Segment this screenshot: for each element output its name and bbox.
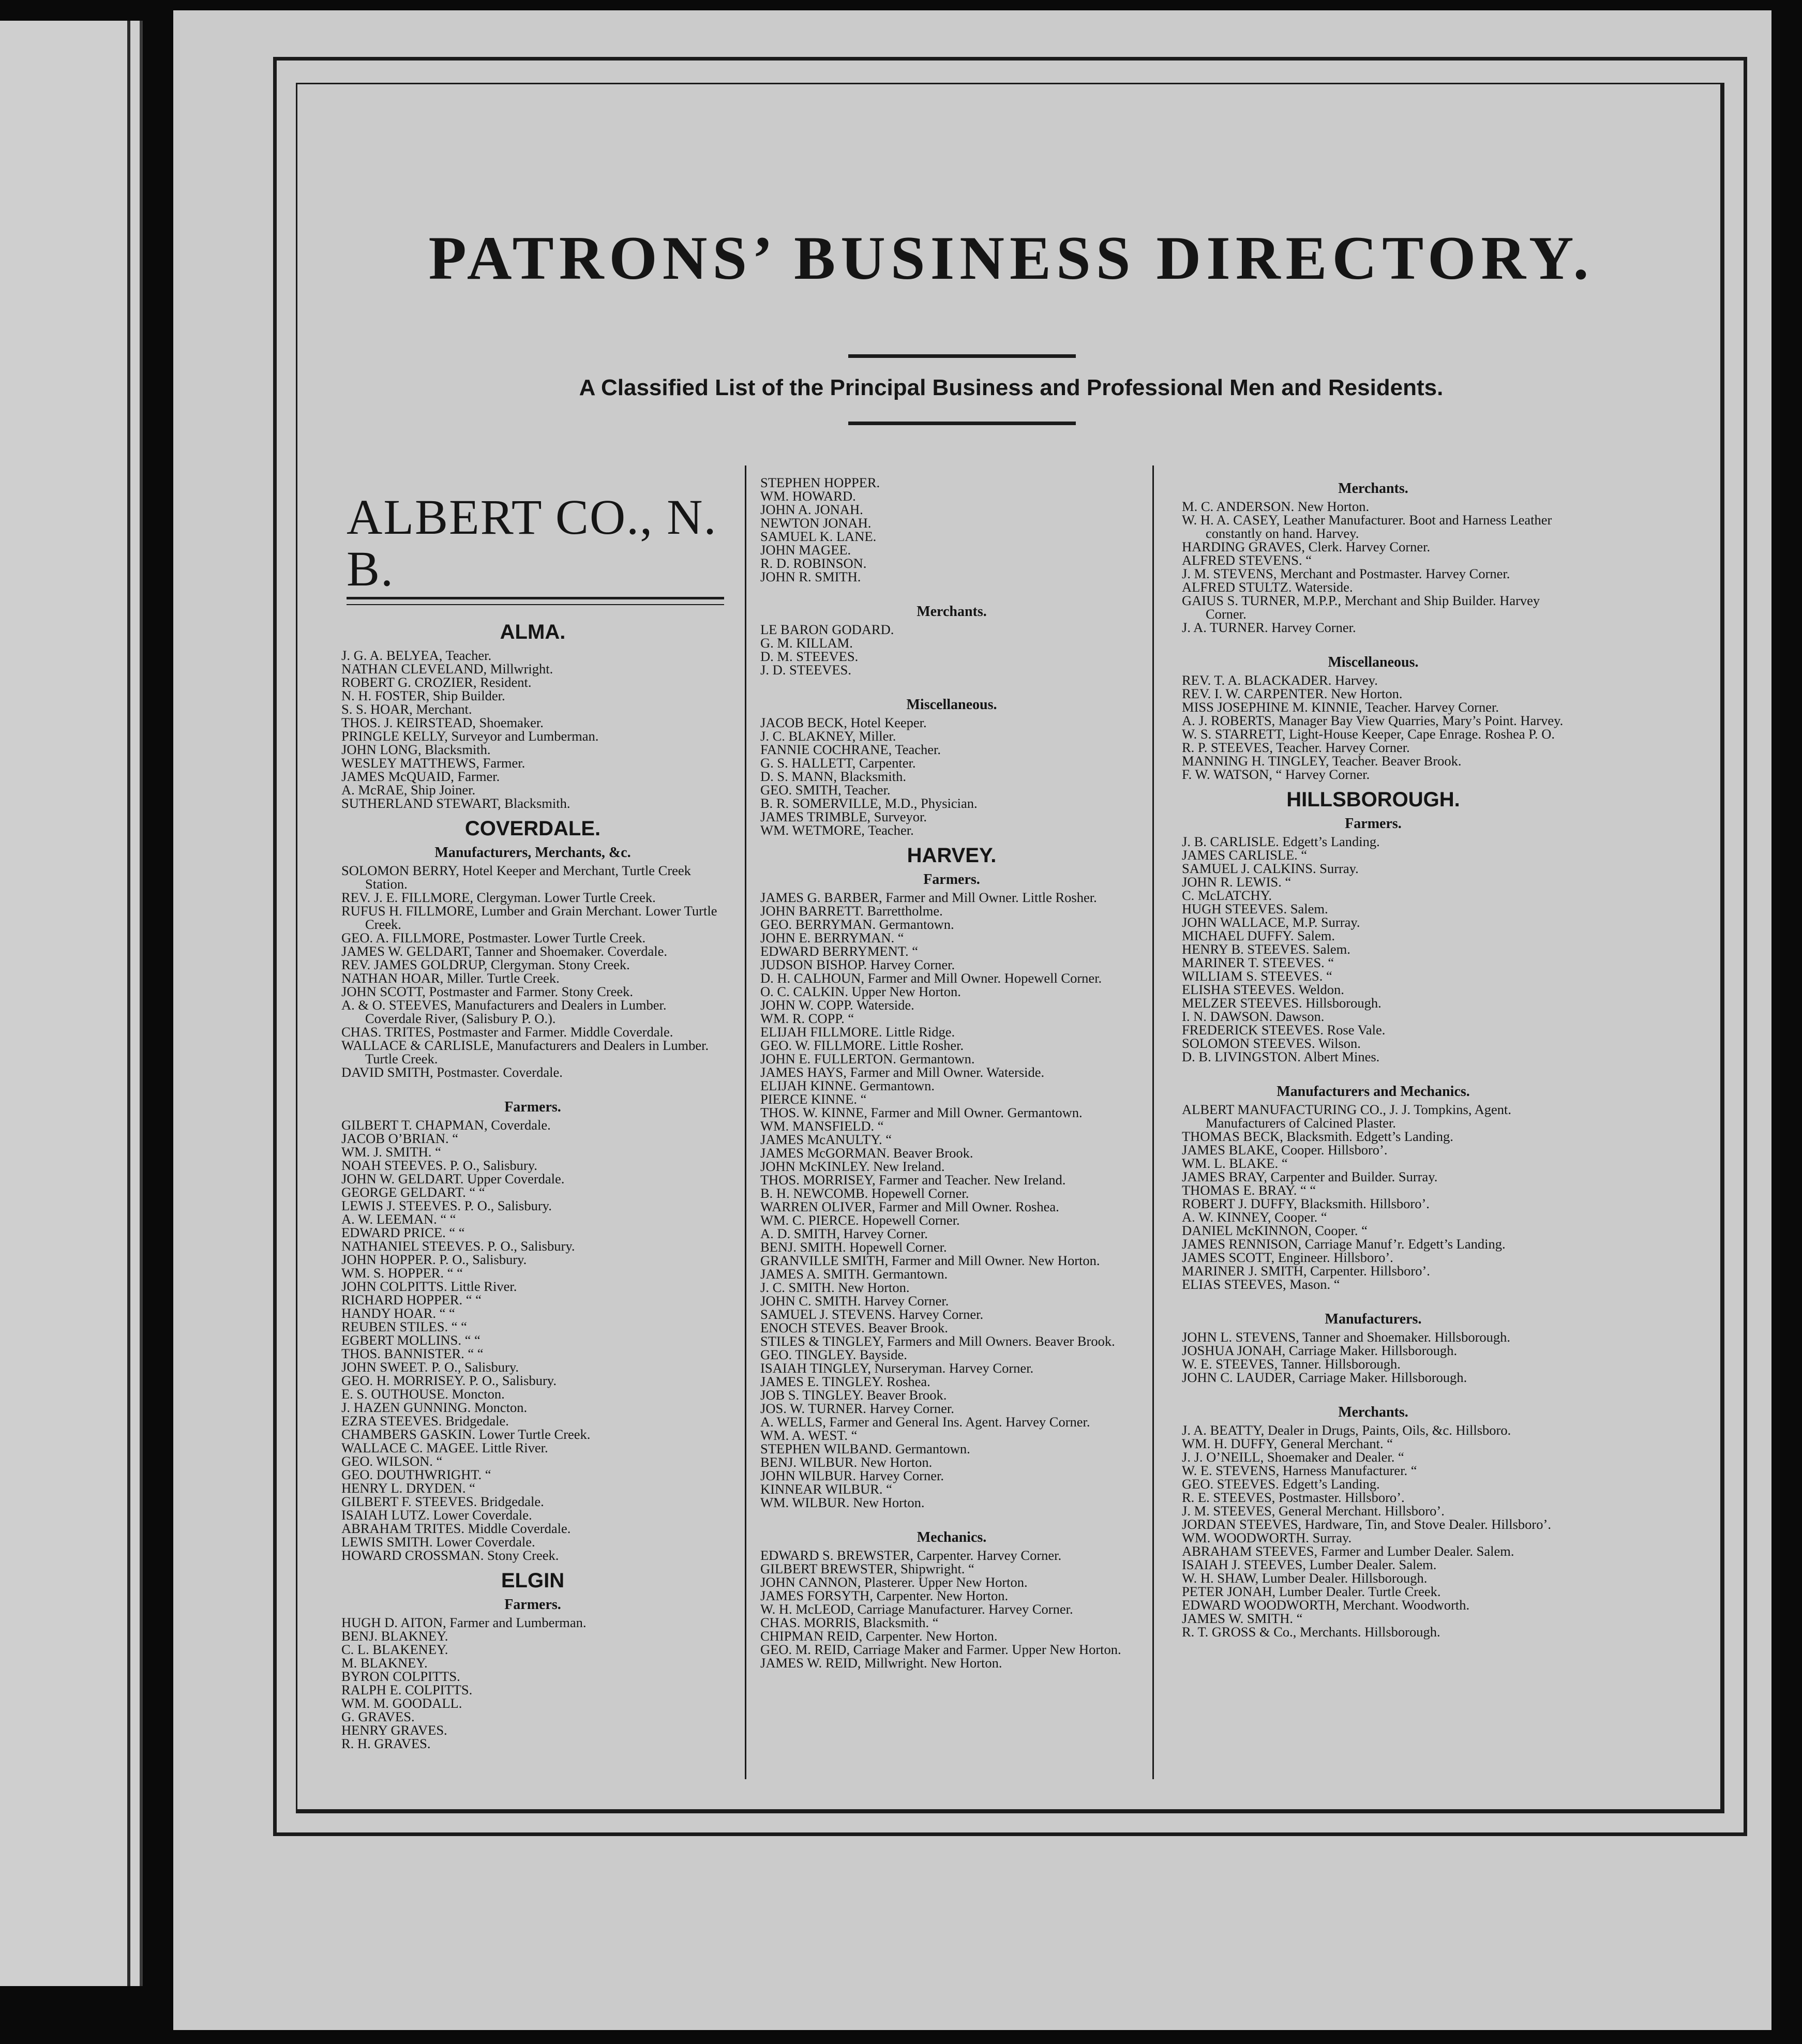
directory-entry: ENOCH STEVES. Beaver Brook. — [760, 1320, 948, 1335]
directory-entry: JOHN C. SMITH. Harvey Corner. — [760, 1293, 949, 1309]
directory-entry: JAMES W. GELDART, Tanner and Shoemaker. Coverdale. — [341, 943, 667, 959]
directory-entry: JOHN E. BERRYMAN. “ — [760, 930, 904, 945]
directory-entry: MANNING H. TINGLEY, Teacher. Beaver Brook. — [1182, 753, 1462, 769]
directory-column-2 — [760, 476, 1143, 1670]
directory-entry: BYRON COLPITTS. — [341, 1669, 460, 1684]
directory-entry: E. S. OUTHOUSE. Moncton. — [341, 1386, 505, 1402]
directory-entry: THOMAS BECK, Blacksmith. Edgett’s Landing. — [1182, 1129, 1453, 1144]
directory-entry: REV. T. A. BLACKADER. Harvey. — [1182, 672, 1378, 688]
directory-entry: JAMES CARLISLE. “ — [1182, 847, 1308, 863]
directory-entry: EZRA STEEVES. Bridgedale. — [341, 1413, 509, 1429]
directory-entry: MELZER STEEVES. Hillsborough. — [1182, 995, 1381, 1011]
directory-entry: JOHN E. FULLERTON. Germantown. — [760, 1051, 975, 1066]
category-heading: Merchants. — [1338, 1404, 1408, 1420]
directory-entry: JAMES BRAY, Carpenter and Builder. Surray. — [1182, 1169, 1438, 1184]
directory-entry: JOHN HOPPER. P. O., Salisbury. — [341, 1252, 527, 1267]
category-heading: Mechanics. — [917, 1529, 987, 1545]
county-rule — [347, 597, 724, 605]
title-rule-top — [848, 354, 1076, 358]
directory-entry: HENRY GRAVES. — [341, 1722, 447, 1738]
directory-entry: JOHN WILBUR. Harvey Corner. — [760, 1468, 944, 1483]
category-heading: Miscellaneous. — [1328, 654, 1419, 670]
directory-entry: W. H. A. CASEY, Leather Manufacturer. Boot and Harness Leather constantly on hand. Harvey. — [1182, 512, 1552, 541]
directory-entry: J. G. A. BELYEA, Teacher. — [341, 648, 492, 663]
directory-entry: GEO. TINGLEY. Bayside. — [760, 1347, 907, 1362]
directory-entry: R. H. GRAVES. — [341, 1736, 431, 1751]
category-heading: Manufacturers, Merchants, &c. — [434, 845, 631, 861]
directory-entry: R. E. STEEVES, Postmaster. Hillsboro’. — [1182, 1490, 1405, 1505]
directory-entry: JACOB BECK, Hotel Keeper. — [760, 715, 927, 730]
directory-entry: WM. H. DUFFY, General Merchant. “ — [1182, 1436, 1393, 1451]
directory-entry: STEPHEN WILBAND. Germantown. — [760, 1441, 970, 1456]
town-heading: HARVEY. — [907, 844, 997, 867]
directory-entry: JORDAN STEEVES, Hardware, Tin, and Stove Dealer. Hillsboro’. — [1182, 1516, 1551, 1532]
directory-entry: STILES & TINGLEY, Farmers and Mill Owners. Beaver Brook. — [760, 1333, 1115, 1349]
directory-entry: WARREN OLIVER, Farmer and Mill Owner. Roshea. — [760, 1199, 1059, 1214]
directory-entry: HARDING GRAVES, Clerk. Harvey Corner. — [1182, 539, 1431, 554]
directory-entry: GRANVILLE SMITH, Farmer and Mill Owner. New Horton. — [760, 1253, 1100, 1268]
directory-entry: RALPH E. COLPITTS. — [341, 1682, 473, 1697]
directory-entry: NEWTON JONAH. — [760, 515, 872, 531]
directory-entry: JOHN COLPITTS. Little River. — [341, 1279, 517, 1294]
directory-entry: JOHN McKINLEY. New Ireland. — [760, 1159, 945, 1174]
directory-entry: JAMES W. SMITH. “ — [1182, 1611, 1303, 1626]
directory-entry: W. H. McLEOD, Carriage Manufacturer. Harvey Corner. — [760, 1601, 1073, 1617]
directory-entry: G. GRAVES. — [341, 1709, 415, 1724]
directory-entry: A. W. KINNEY, Cooper. “ — [1182, 1209, 1327, 1225]
adjacent-page-edge — [0, 21, 143, 1986]
directory-entry: WM. M. GOODALL. — [341, 1695, 462, 1711]
directory-entry: R. P. STEEVES, Teacher. Harvey Corner. — [1182, 740, 1410, 755]
directory-entry: EDWARD S. BREWSTER, Carpenter. Harvey Corner. — [760, 1547, 1062, 1563]
category-heading: Manufacturers and Mechanics. — [1277, 1084, 1470, 1100]
category-heading: Farmers. — [1345, 816, 1402, 832]
section-gap — [1182, 1063, 1565, 1079]
directory-entry: JAMES RENNISON, Carriage Manuf’r. Edgett’s Landing. — [1182, 1236, 1506, 1252]
directory-entry: ABRAHAM STEEVES, Farmer and Lumber Dealer. Salem. — [1182, 1543, 1514, 1559]
directory-entry: BENJ. SMITH. Hopewell Corner. — [760, 1239, 947, 1255]
directory-entry: MARINER J. SMITH, Carpenter. Hillsboro’. — [1182, 1263, 1430, 1279]
category-heading: Farmers. — [504, 1099, 561, 1115]
column-divider-2 — [1152, 465, 1154, 1779]
directory-entry: GAIUS S. TURNER, M.P.P., Merchant and Ship Builder. Harvey Corner. — [1182, 593, 1540, 622]
directory-entry: M. C. ANDERSON. New Horton. — [1182, 499, 1370, 514]
directory-entry: D. H. CALHOUN, Farmer and Mill Owner. Hopewell Corner. — [760, 970, 1102, 986]
directory-entry: CHAS. MORRIS, Blacksmith. “ — [760, 1615, 939, 1630]
directory-entry: D. M. STEEVES. — [760, 649, 859, 664]
category-heading: Farmers. — [504, 1597, 561, 1613]
directory-entry: GEO. BERRYMAN. Germantown. — [760, 916, 954, 932]
directory-entry: LEWIS SMITH. Lower Coverdale. — [341, 1534, 535, 1550]
directory-entry: J. C. SMITH. New Horton. — [760, 1280, 910, 1295]
directory-entry: WILLIAM S. STEEVES. “ — [1182, 968, 1332, 984]
directory-entry: CHIPMAN REID, Carpenter. New Horton. — [760, 1628, 998, 1644]
directory-entry: J. HAZEN GUNNING. Moncton. — [341, 1400, 528, 1415]
directory-entry: THOS. J. KEIRSTEAD, Shoemaker. — [341, 715, 544, 730]
directory-entry: WM. A. WEST. “ — [760, 1427, 858, 1443]
directory-entry: ISAIAH J. STEEVES, Lumber Dealer. Salem. — [1182, 1557, 1437, 1572]
directory-entry: KINNEAR WILBUR. “ — [760, 1481, 892, 1497]
town-heading: ALMA. — [500, 621, 566, 643]
directory-entry: I. N. DAWSON. Dawson. — [1182, 1009, 1325, 1024]
directory-entry: THOS. W. KINNE, Farmer and Mill Owner. Germantown. — [760, 1105, 1083, 1120]
directory-entry: WALLACE & CARLISLE, Manufacturers and Dealers in Lumber. Turtle Creek. — [341, 1038, 709, 1066]
section-gap — [760, 677, 1143, 692]
directory-entry: ELIJAH KINNE. Germantown. — [760, 1078, 935, 1093]
directory-entry: JAMES McQUAID, Farmer. — [341, 769, 500, 784]
directory-entry: JOHN SWEET. P. O., Salisbury. — [341, 1359, 519, 1375]
directory-entry: EGBERT MOLLINS. “ “ — [341, 1332, 480, 1348]
category-heading: Merchants. — [917, 604, 987, 620]
directory-entry: NATHANIEL STEEVES. P. O., Salisbury. — [341, 1238, 575, 1254]
directory-entry: NOAH STEEVES. P. O., Salisbury. — [341, 1158, 537, 1173]
county-heading: ALBERT CO., N. B. — [347, 489, 717, 596]
directory-entry: BENJ. BLAKNEY. — [341, 1628, 448, 1644]
directory-entry: WM. C. PIERCE. Hopewell Corner. — [760, 1212, 960, 1228]
directory-entry: GEORGE GELDART. “ “ — [341, 1184, 485, 1200]
town-heading: ELGIN — [501, 1569, 565, 1592]
directory-entry: JAMES E. TINGLEY. Roshea. — [760, 1374, 930, 1389]
directory-entry: WM. WOODWORTH. Surray. — [1182, 1530, 1352, 1545]
directory-entry: WM. HOWARD. — [760, 488, 856, 504]
directory-entry: JOHN R. SMITH. — [760, 569, 861, 584]
directory-entry: MISS JOSEPHINE M. KINNIE, Teacher. Harvey Corner. — [1182, 699, 1499, 715]
directory-entry: A. J. ROBERTS, Manager Bay View Quarries, Mary’s Point. Harvey. — [1182, 713, 1564, 728]
directory-entry: WALLACE C. MAGEE. Little River. — [341, 1440, 548, 1455]
category-heading: Manufacturers. — [1325, 1311, 1422, 1327]
directory-entry: SOLOMON STEEVES. Wilson. — [1182, 1035, 1361, 1051]
directory-entry: GILBERT T. CHAPMAN, Coverdale. — [341, 1117, 551, 1133]
directory-entry: W. E. STEVENS, Harness Manufacturer. “ — [1182, 1463, 1417, 1478]
section-gap — [341, 1079, 724, 1094]
category-heading: Merchants. — [1338, 480, 1408, 497]
directory-entry: A. & O. STEEVES, Manufacturers and Dealers in Lumber. Coverdale River, (Salisbury P. O.). — [341, 997, 667, 1026]
directory-entry: NATHAN HOAR, Miller. Turtle Creek. — [341, 970, 560, 986]
directory-entry: EDWARD WOODWORTH, Merchant. Woodworth. — [1182, 1597, 1470, 1613]
section-gap — [1182, 634, 1565, 650]
directory-entry: J. A. BEATTY, Dealer in Drugs, Paints, Oils, &c. Hillsboro. — [1182, 1422, 1511, 1438]
directory-entry: ALFRED STEVENS. “ — [1182, 552, 1312, 568]
directory-entry: THOS. MORRISEY, Farmer and Teacher. New Ireland. — [760, 1172, 1066, 1188]
directory-entry: ISAIAH TINGLEY, Nurseryman. Harvey Corner. — [760, 1360, 1034, 1376]
category-heading: Miscellaneous. — [906, 697, 997, 713]
directory-entry: JOHN L. STEVENS, Tanner and Shoemaker. Hillsborough. — [1182, 1329, 1511, 1345]
directory-entry: WM. WILBUR. New Horton. — [760, 1495, 925, 1510]
directory-entry: LE BARON GODARD. — [760, 622, 894, 637]
directory-entry: CHAMBERS GASKIN. Lower Turtle Creek. — [341, 1426, 591, 1442]
directory-entry: GILBERT F. STEEVES. Bridgedale. — [341, 1494, 544, 1509]
directory-entry: PETER JONAH, Lumber Dealer. Turtle Creek. — [1182, 1584, 1441, 1599]
directory-entry: REUBEN STILES. “ “ — [341, 1319, 467, 1334]
directory-entry: J. D. STEEVES. — [760, 662, 851, 678]
directory-entry: GEO. SMITH, Teacher. — [760, 782, 891, 798]
section-gap — [760, 1509, 1143, 1525]
directory-entry: MARINER T. STEEVES. “ — [1182, 955, 1334, 970]
directory-entry: GEO. DOUTHWRIGHT. “ — [341, 1467, 491, 1482]
directory-entry: CHAS. TRITES, Postmaster and Farmer. Middle Coverdale. — [341, 1024, 673, 1040]
town-heading: HILLSBOROUGH. — [1286, 788, 1460, 811]
directory-column-3 — [1182, 476, 1565, 1639]
directory-entry: JOHN W. COPP. Waterside. — [760, 997, 914, 1013]
directory-entry: ALBERT MANUFACTURING CO., J. J. Tompkins, Agent. Manufacturers of Calcined Plaster. — [1182, 1102, 1512, 1131]
directory-entry: JOHN LONG, Blacksmith. — [341, 742, 491, 757]
directory-entry: FREDERICK STEEVES. Rose Vale. — [1182, 1022, 1386, 1038]
directory-entry: JOB S. TINGLEY. Beaver Brook. — [760, 1387, 947, 1403]
directory-entry: REV. J. E. FILLMORE, Clergyman. Lower Turtle Creek. — [341, 890, 656, 905]
directory-entry: C. McLATCHY. — [1182, 888, 1272, 903]
directory-entry: B. R. SOMERVILLE, M.D., Physician. — [760, 795, 978, 811]
directory-entry: JOHN WALLACE, M.P. Surray. — [1182, 914, 1360, 930]
directory-entry: JOHN MAGEE. — [760, 542, 851, 558]
directory-entry: WM. S. HOPPER. “ “ — [341, 1265, 463, 1281]
directory-entry: WM. WETMORE, Teacher. — [760, 822, 914, 838]
directory-entry: SAMUEL J. CALKINS. Surray. — [1182, 861, 1359, 876]
directory-entry: STEPHEN HOPPER. — [760, 475, 880, 490]
directory-entry: JAMES W. REID, Millwright. New Horton. — [760, 1655, 1002, 1671]
directory-entry: J. M. STEVENS, Merchant and Postmaster. Harvey Corner. — [1182, 566, 1510, 581]
directory-entry: J. C. BLAKNEY, Miller. — [760, 728, 896, 744]
directory-entry: GEO. W. FILLMORE. Little Rosher. — [760, 1038, 964, 1053]
page-subtitle: A Classified List of the Principal Business and Professional Men and Residents. — [579, 375, 1444, 400]
directory-entry: W. H. SHAW, Lumber Dealer. Hillsborough. — [1182, 1570, 1428, 1586]
directory-entry: GEO. STEEVES. Edgett’s Landing. — [1182, 1476, 1380, 1492]
directory-entry: MICHAEL DUFFY. Salem. — [1182, 928, 1335, 943]
directory-entry: J. J. O’NEILL, Shoemaker and Dealer. “ — [1182, 1449, 1404, 1465]
directory-entry: HUGH STEEVES. Salem. — [1182, 901, 1328, 916]
directory-entry: WESLEY MATTHEWS, Farmer. — [341, 755, 525, 771]
directory-entry: JACOB O’BRIAN. “ — [341, 1131, 458, 1146]
directory-entry: JAMES SCOTT, Engineer. Hillsboro’. — [1182, 1250, 1393, 1265]
directory-entry: ABRAHAM TRITES. Middle Coverdale. — [341, 1521, 571, 1536]
directory-entry: A. McRAE, Ship Joiner. — [341, 782, 476, 798]
directory-entry: B. H. NEWCOMB. Hopewell Corner. — [760, 1185, 969, 1201]
directory-entry: JAMES HAYS, Farmer and Mill Owner. Waterside. — [760, 1064, 1045, 1080]
directory-entry: SOLOMON BERRY, Hotel Keeper and Merchant, Turtle Creek Station. — [341, 863, 691, 892]
directory-entry: HENRY B. STEEVES. Salem. — [1182, 941, 1350, 957]
directory-entry: PIERCE KINNE. “ — [760, 1091, 867, 1107]
directory-entry: GEO. H. MORRISEY. P. O., Salisbury. — [341, 1373, 557, 1388]
directory-entry: WM. J. SMITH. “ — [341, 1144, 441, 1160]
directory-entry: D. B. LIVINGSTON. Albert Mines. — [1182, 1049, 1380, 1064]
directory-entry: J. M. STEEVES, General Merchant. Hillsboro’. — [1182, 1503, 1445, 1519]
directory-entry: S. S. HOAR, Merchant. — [341, 701, 472, 717]
directory-entry: FANNIE COCHRANE, Teacher. — [760, 742, 941, 757]
directory-entry: HUGH D. AITON, Farmer and Lumberman. — [341, 1615, 587, 1630]
directory-entry: SUTHERLAND STEWART, Blacksmith. — [341, 795, 570, 811]
directory-entry: R. T. GROSS & Co., Merchants. Hillsborough. — [1182, 1624, 1440, 1640]
section-gap — [1182, 1384, 1565, 1400]
section-gap — [760, 583, 1143, 599]
directory-entry: JOHN R. LEWIS. “ — [1182, 874, 1292, 890]
directory-entry: A. WELLS, Farmer and General Ins. Agent. Harvey Corner. — [760, 1414, 1090, 1430]
directory-entry: N. H. FOSTER, Ship Builder. — [341, 688, 505, 703]
directory-entry: ROBERT G. CROZIER, Resident. — [341, 674, 532, 690]
directory-entry: ELIAS STEEVES, Mason. “ — [1182, 1276, 1340, 1292]
directory-entry: JUDSON BISHOP. Harvey Corner. — [760, 957, 955, 972]
directory-entry: EDWARD PRICE. “ “ — [341, 1225, 465, 1240]
directory-entry: ELISHA STEEVES. Weldon. — [1182, 982, 1344, 997]
directory-entry: JOHN CANNON, Plasterer. Upper New Horton. — [760, 1574, 1028, 1590]
directory-entry: REV. I. W. CARPENTER. New Horton. — [1182, 686, 1403, 701]
directory-entry: J. B. CARLISLE. Edgett’s Landing. — [1182, 834, 1380, 849]
column-divider-1 — [745, 465, 746, 1779]
category-heading: Farmers. — [923, 871, 980, 888]
directory-entry: JAMES TRIMBLE, Surveyor. — [760, 809, 927, 824]
page-title: PATRONS’ BUSINESS DIRECTORY. — [428, 223, 1594, 292]
directory-entry: JAMES McANULTY. “ — [760, 1132, 892, 1147]
directory-entry: WM. L. BLAKE. “ — [1182, 1155, 1288, 1171]
directory-entry: WM. R. COPP. “ — [760, 1011, 854, 1026]
directory-entry: DANIEL McKINNON, Cooper. “ — [1182, 1223, 1368, 1238]
directory-entry: G. S. HALLETT, Carpenter. — [760, 755, 916, 771]
directory-entry: HENRY L. DRYDEN. “ — [341, 1480, 475, 1496]
directory-entry: JOHN A. JONAH. — [760, 502, 863, 517]
directory-entry: SAMUEL K. LANE. — [760, 529, 877, 544]
directory-entry: JAMES McGORMAN. Beaver Brook. — [760, 1145, 973, 1161]
directory-entry: ELIJAH FILLMORE. Little Ridge. — [760, 1024, 955, 1040]
directory-entry: JAMES FORSYTH, Carpenter. New Horton. — [760, 1588, 1009, 1603]
directory-entry: THOS. BANNISTER. “ “ — [341, 1346, 484, 1361]
directory-entry: A. W. LEEMAN. “ “ — [341, 1211, 456, 1227]
directory-entry: G. M. KILLAM. — [760, 635, 853, 651]
directory-entry: GEO. WILSON. “ — [341, 1453, 443, 1469]
directory-entry: ISAIAH LUTZ. Lower Coverdale. — [341, 1507, 532, 1523]
title-rule-bottom — [848, 422, 1076, 425]
directory-entry: GEO. M. REID, Carriage Maker and Farmer. Upper New Horton. — [760, 1642, 1121, 1657]
directory-entry: PRINGLE KELLY, Surveyor and Lumberman. — [341, 728, 599, 744]
directory-entry: RUFUS H. FILLMORE, Lumber and Grain Merchant. Lower Turtle Creek. — [341, 903, 717, 932]
directory-entry: JOHN W. GELDART. Upper Coverdale. — [341, 1171, 565, 1186]
directory-entry: R. D. ROBINSON. — [760, 555, 867, 571]
directory-entry: C. L. BLAKENEY. — [341, 1642, 448, 1657]
directory-entry: O. C. CALKIN. Upper New Horton. — [760, 984, 961, 999]
directory-entry: JOHN SCOTT, Postmaster and Farmer. Stony Creek. — [341, 984, 634, 999]
directory-entry: ROBERT J. DUFFY, Blacksmith. Hillsboro’. — [1182, 1196, 1430, 1211]
directory-entry: HOWARD CROSSMAN. Stony Creek. — [341, 1547, 559, 1563]
section-gap — [1182, 1291, 1565, 1306]
directory-entry: JAMES A. SMITH. Germantown. — [760, 1266, 948, 1282]
directory-entry: HANDY HOAR. “ “ — [341, 1305, 455, 1321]
directory-entry: JOSHUA JONAH, Carriage Maker. Hillsborough. — [1182, 1343, 1458, 1358]
directory-entry: BENJ. WILBUR. New Horton. — [760, 1454, 933, 1470]
directory-entry: W. E. STEEVES, Tanner. Hillsborough. — [1182, 1356, 1401, 1372]
directory-entry: THOMAS E. BRAY. “ “ — [1182, 1182, 1316, 1198]
directory-entry: LEWIS J. STEEVES. P. O., Salisbury. — [341, 1198, 552, 1213]
directory-entry: GEO. A. FILLMORE, Postmaster. Lower Turtle Creek. — [341, 930, 646, 945]
directory-column-1 — [341, 476, 724, 1750]
directory-entry: JAMES G. BARBER, Farmer and Mill Owner. Little Rosher. — [760, 890, 1097, 905]
directory-entry: JOHN C. LAUDER, Carriage Maker. Hillsborough. — [1182, 1370, 1467, 1385]
directory-entry: W. S. STARRETT, Light-House Keeper, Cape Enrage. Roshea P. O. — [1182, 726, 1555, 742]
directory-entry: J. A. TURNER. Harvey Corner. — [1182, 620, 1356, 635]
directory-entry: JOHN BARRETT. Barrettholme. — [760, 903, 943, 919]
directory-entry: F. W. WATSON, “ Harvey Corner. — [1182, 766, 1370, 782]
directory-entry: NATHAN CLEVELAND, Millwright. — [341, 661, 553, 677]
directory-entry: RICHARD HOPPER. “ “ — [341, 1292, 482, 1307]
town-heading: COVERDALE. — [464, 817, 601, 840]
directory-entry: JAMES BLAKE, Cooper. Hillsboro’. — [1182, 1142, 1388, 1158]
directory-entry: WM. MANSFIELD. “ — [760, 1118, 884, 1134]
directory-entry: D. S. MANN, Blacksmith. — [760, 769, 906, 784]
directory-entry: EDWARD BERRYMENT. “ — [760, 943, 918, 959]
directory-entry: ALFRED STULTZ. Waterside. — [1182, 579, 1353, 595]
directory-entry: A. D. SMITH, Harvey Corner. — [760, 1226, 928, 1241]
directory-entry: SAMUEL J. STEVENS. Harvey Corner. — [760, 1306, 984, 1322]
directory-entry: DAVID SMITH, Postmaster. Coverdale. — [341, 1064, 563, 1080]
directory-entry: GILBERT BREWSTER, Shipwright. “ — [760, 1561, 974, 1576]
directory-entry: REV. JAMES GOLDRUP, Clergyman. Stony Creek. — [341, 957, 630, 972]
directory-entry: M. BLAKNEY. — [341, 1655, 428, 1671]
directory-entry: JOS. W. TURNER. Harvey Corner. — [760, 1401, 954, 1416]
